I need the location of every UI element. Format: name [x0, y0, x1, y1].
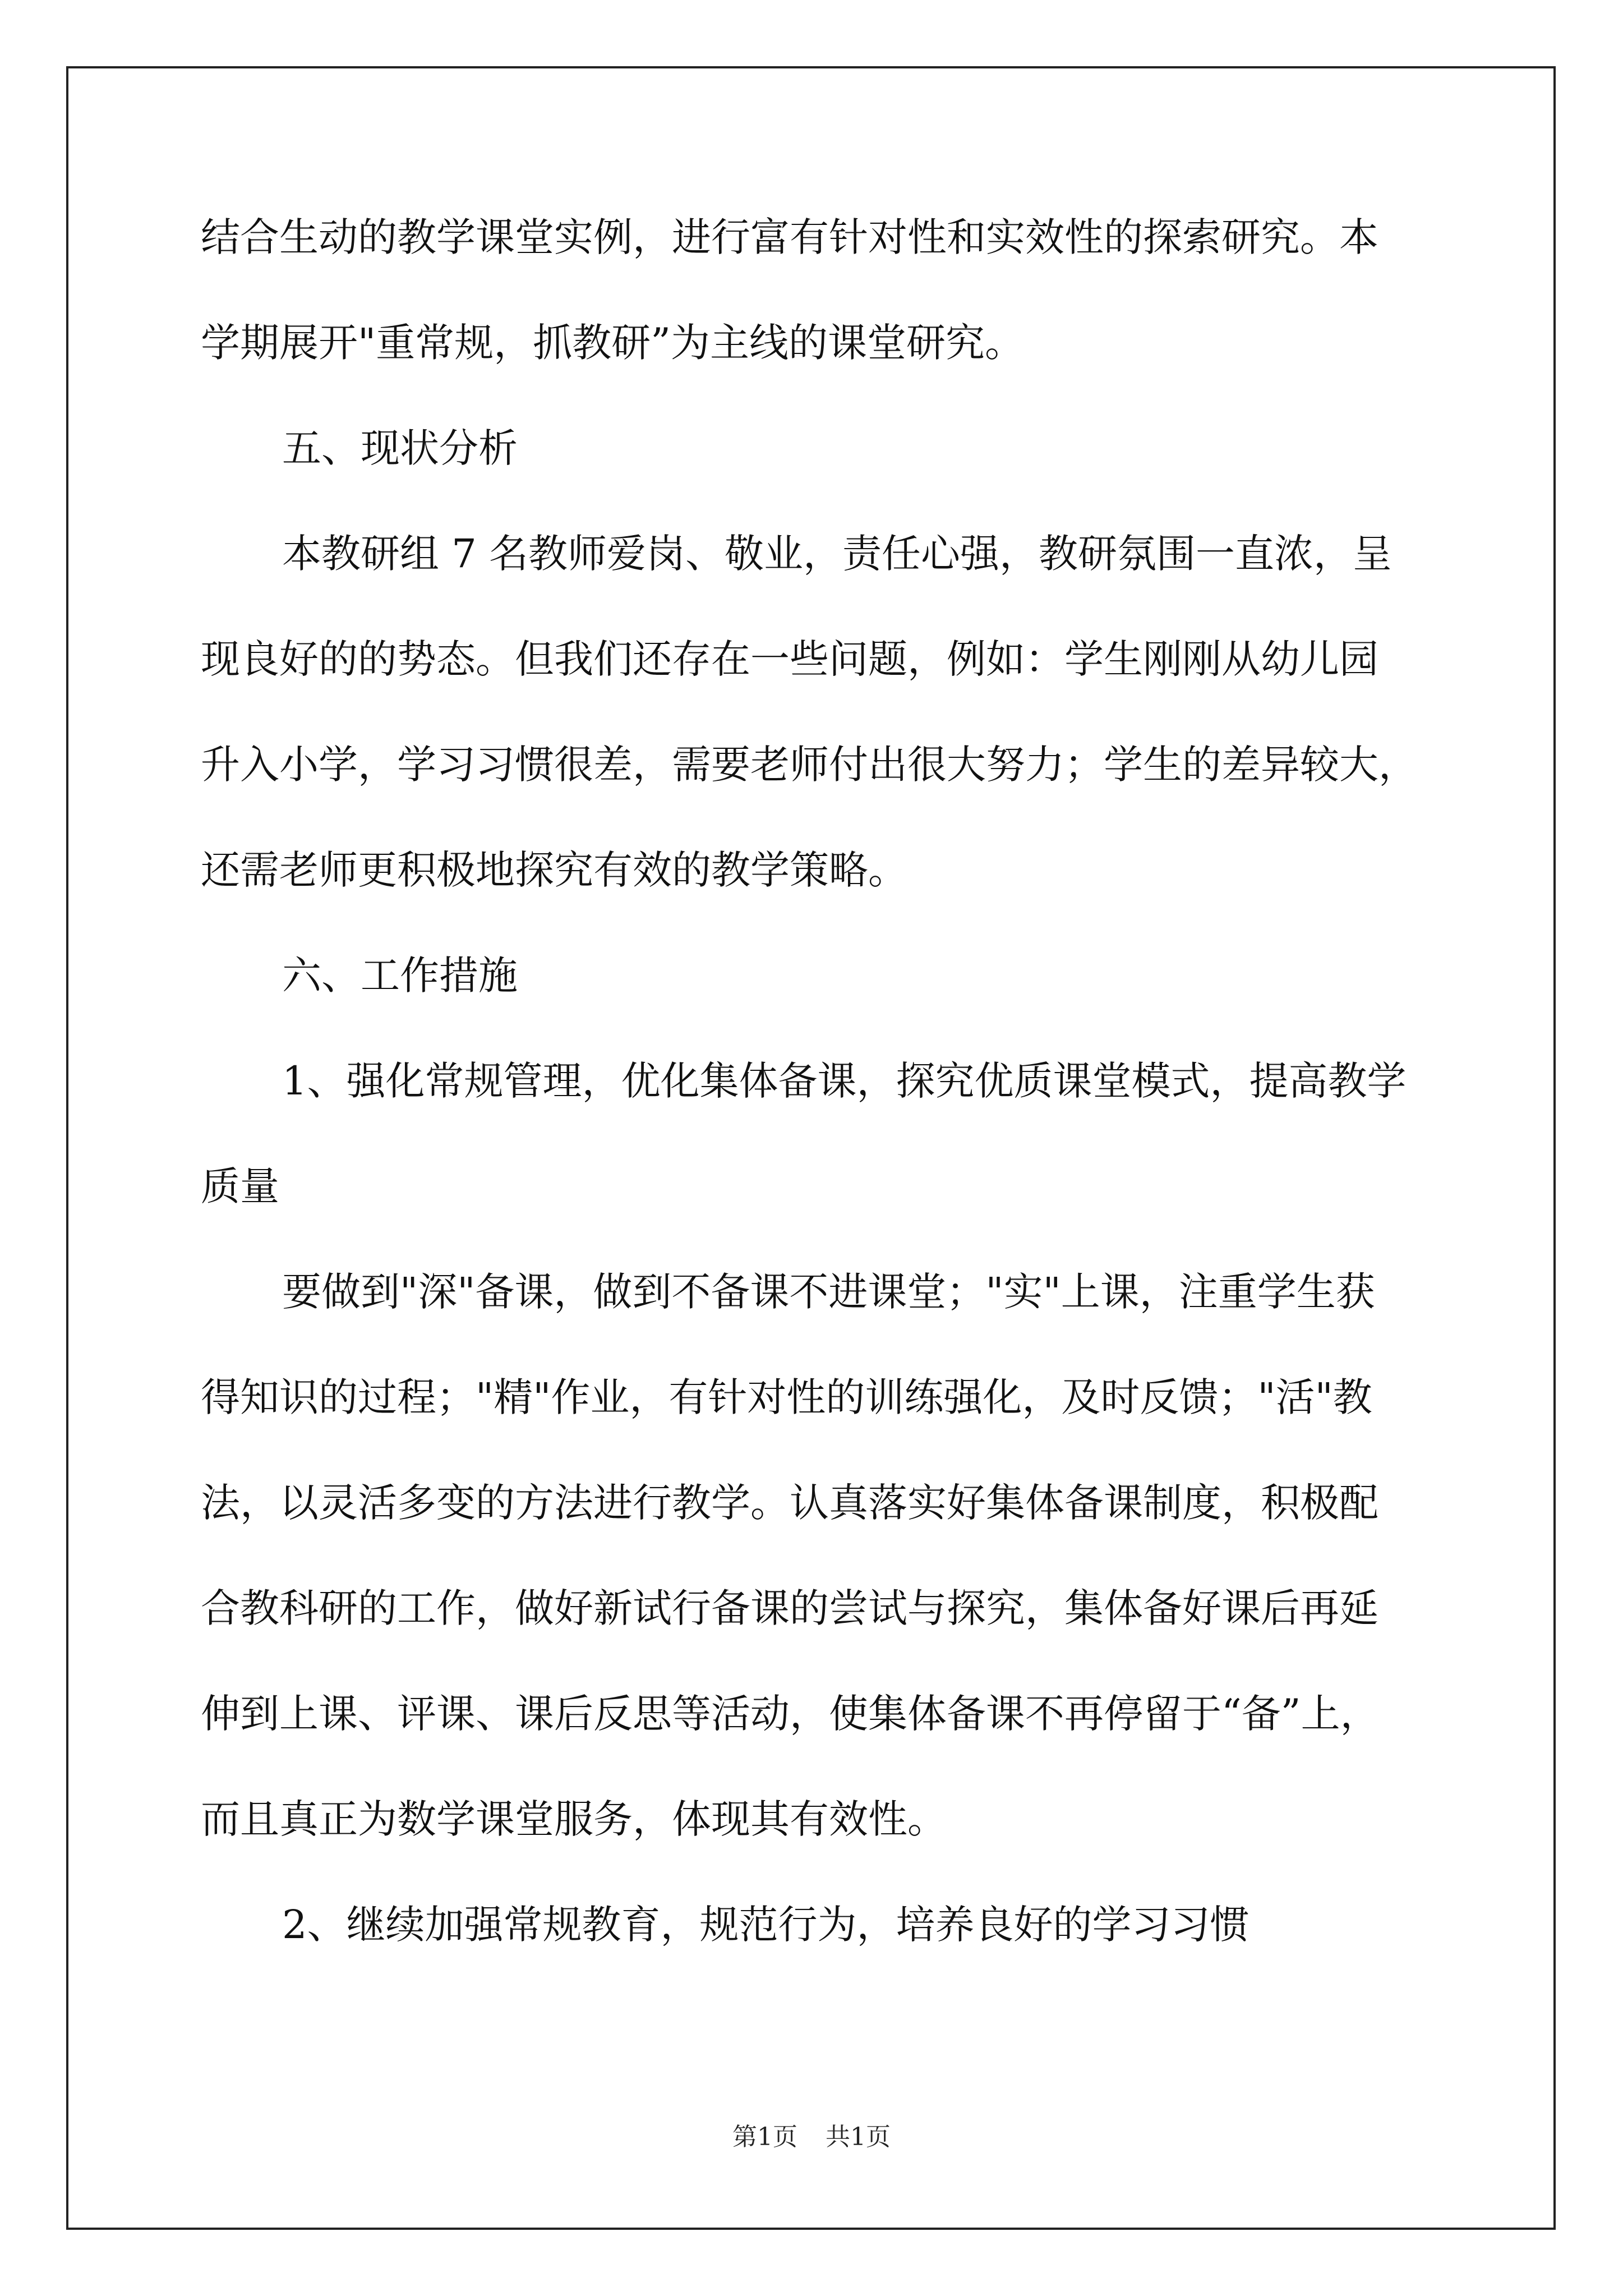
section-heading: 五、现状分析: [282, 425, 518, 471]
paragraph-line: 升入小学，学习习惯很差，需要老师付出很大努力；学生的差异较大，: [201, 742, 1418, 788]
paragraph-line: 而且真正为数学课堂服务，体现其有效性。: [201, 1796, 947, 1842]
paragraph-line: 结合生动的教学课堂实例，进行富有针对性和实效性的探索研究。本: [201, 214, 1378, 260]
paragraph-line: 伸到上课、评课、课后反思等活动，使集体备课不再停留于“备”上，: [201, 1691, 1380, 1737]
paragraph-line: 法，以灵活多变的方法进行教学。认真落实好集体备课制度，积极配: [201, 1480, 1378, 1526]
section-heading: 六、工作措施: [282, 953, 518, 999]
subheading-line: 质量: [201, 1163, 279, 1209]
page-total: 共1页: [826, 2123, 891, 2151]
paragraph-line: 现良好的的势态。但我们还存在一些问题，例如：学生刚刚从幼儿园: [201, 636, 1378, 682]
paragraph-line: 学期展开"重常规，抓教研”为主线的课堂研究。: [201, 320, 1024, 366]
page-footer: [0, 2120, 1623, 2154]
paragraph-line: 得知识的过程；"精"作业，有针对性的训练强化，及时反馈；"活"教: [201, 1374, 1372, 1420]
paragraph-line: 要做到"深"备课，做到不备课不进课堂；"实"上课，注重学生获: [282, 1269, 1375, 1315]
subheading-line: 1、强化常规管理，优化集体备课，探究优质课堂模式，提高教学: [282, 1058, 1407, 1104]
paragraph-line: 还需老师更积极地探究有效的教学策略。: [201, 847, 907, 893]
subheading-line: 2、继续加强常规教育，规范行为，培养良好的学习习惯: [282, 1902, 1249, 1948]
paragraph-line: 合教科研的工作，做好新试行备课的尝试与探究，集体备好课后再延: [201, 1585, 1378, 1631]
paragraph-line: 本教研组 7 名教师爱岗、敬业，责任心强，教研氛围一直浓，呈: [282, 531, 1393, 577]
page-number: 第1页: [732, 2123, 797, 2151]
